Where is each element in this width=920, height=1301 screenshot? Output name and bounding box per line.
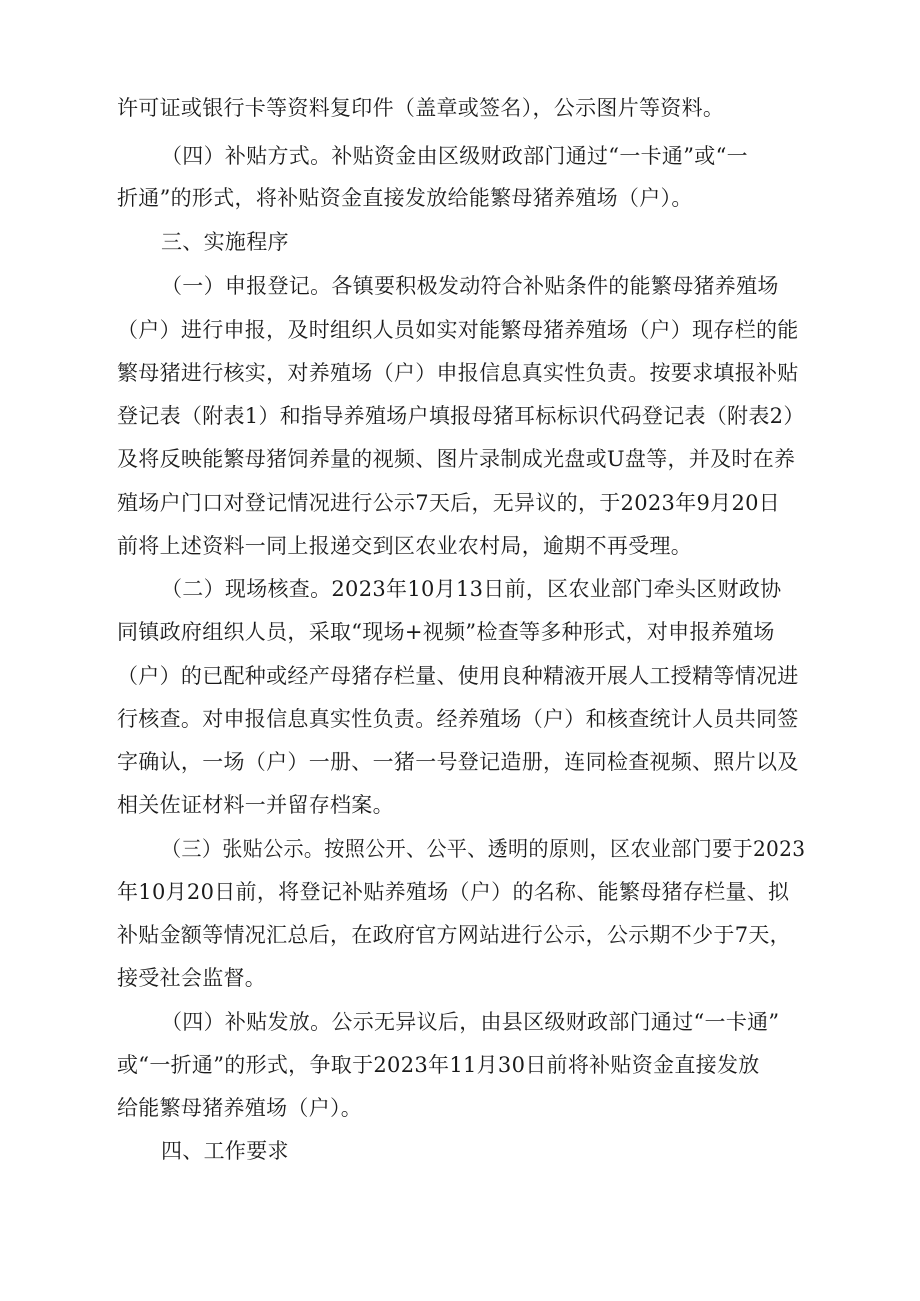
paragraph-line: （四）补贴发放。公示无异议后，由县区级财政部门通过“一卡通” xyxy=(161,1010,780,1034)
text-line: 及将反映能繁母猪饲养量的视频、图片录制成光盘或U盘等，并及时在养 xyxy=(117,447,796,471)
text-line: 繁母猪进行核实，对养殖场（户）申报信息真实性负责。按要求填报补贴 xyxy=(117,361,799,385)
text-line: 相关佐证材料一并留存档案。 xyxy=(117,793,394,817)
text-line: 折通”的形式，将补贴资金直接发放给能繁母猪养殖场（户）。 xyxy=(117,186,693,210)
text-line: 行核查。对申报信息真实性负责。经养殖场（户）和核查统计人员共同签 xyxy=(117,707,799,731)
text-line: 殖场户门口对登记情况进行公示7天后，无异议的，于2023年9月20日 xyxy=(117,491,781,515)
text-line: 或“一折通”的形式，争取于2023年11月30日前将补贴资金直接发放 xyxy=(117,1053,760,1077)
text-line: （户）进行申报，及时组织人员如实对能繁母猪养殖场（户）现存栏的能 xyxy=(117,318,799,342)
text-line: 给能繁母猪养殖场（户）。 xyxy=(117,1096,363,1120)
paragraph-line: （二）现场核查。2023年10月13日前，区农业部门牵头区财政协 xyxy=(161,577,782,601)
paragraph-line: （一）申报登记。各镇要积极发动符合补贴条件的能繁母猪养殖场 xyxy=(161,274,779,298)
text-line: 许可证或银行卡等资料复印件（盖章或签名），公示图片等资料。 xyxy=(117,96,725,120)
paragraph-line: （三）张贴公示。按照公开、公平、透明的原则，区农业部门要于2023 xyxy=(161,837,806,861)
text-line: 同镇政府组织人员，采取“现场+视频”检查等多种形式，对申报养殖场 xyxy=(117,620,775,644)
paragraph-line: （四）补贴方式。补贴资金由区级财政部门通过“一卡通”或“一 xyxy=(161,144,748,168)
section-heading: 三、实施程序 xyxy=(161,230,289,254)
text-line: 前将上述资料一同上报递交到区农业农村局，逾期不再受理。 xyxy=(117,534,693,558)
text-line: （户）的已配种或经产母猪存栏量、使用良种精液开展人工授精等情况进 xyxy=(117,664,799,688)
text-line: 年10月20日前，将登记补贴养殖场（户）的名称、能繁母猪存栏量、拟 xyxy=(117,880,790,904)
text-line: 登记表（附表1）和指导养殖场户填报母猪耳标标识代码登记表（附表2） xyxy=(117,404,805,428)
text-line: 接受社会监督。 xyxy=(117,966,267,990)
text-line: 字确认，一场（户）一册、一猪一号登记造册，连同检查视频、照片以及 xyxy=(117,750,799,774)
section-heading: 四、工作要求 xyxy=(161,1139,289,1163)
text-line: 补贴金额等情况汇总后，在政府官方网站进行公示，公示期不少于7天， xyxy=(117,923,791,947)
